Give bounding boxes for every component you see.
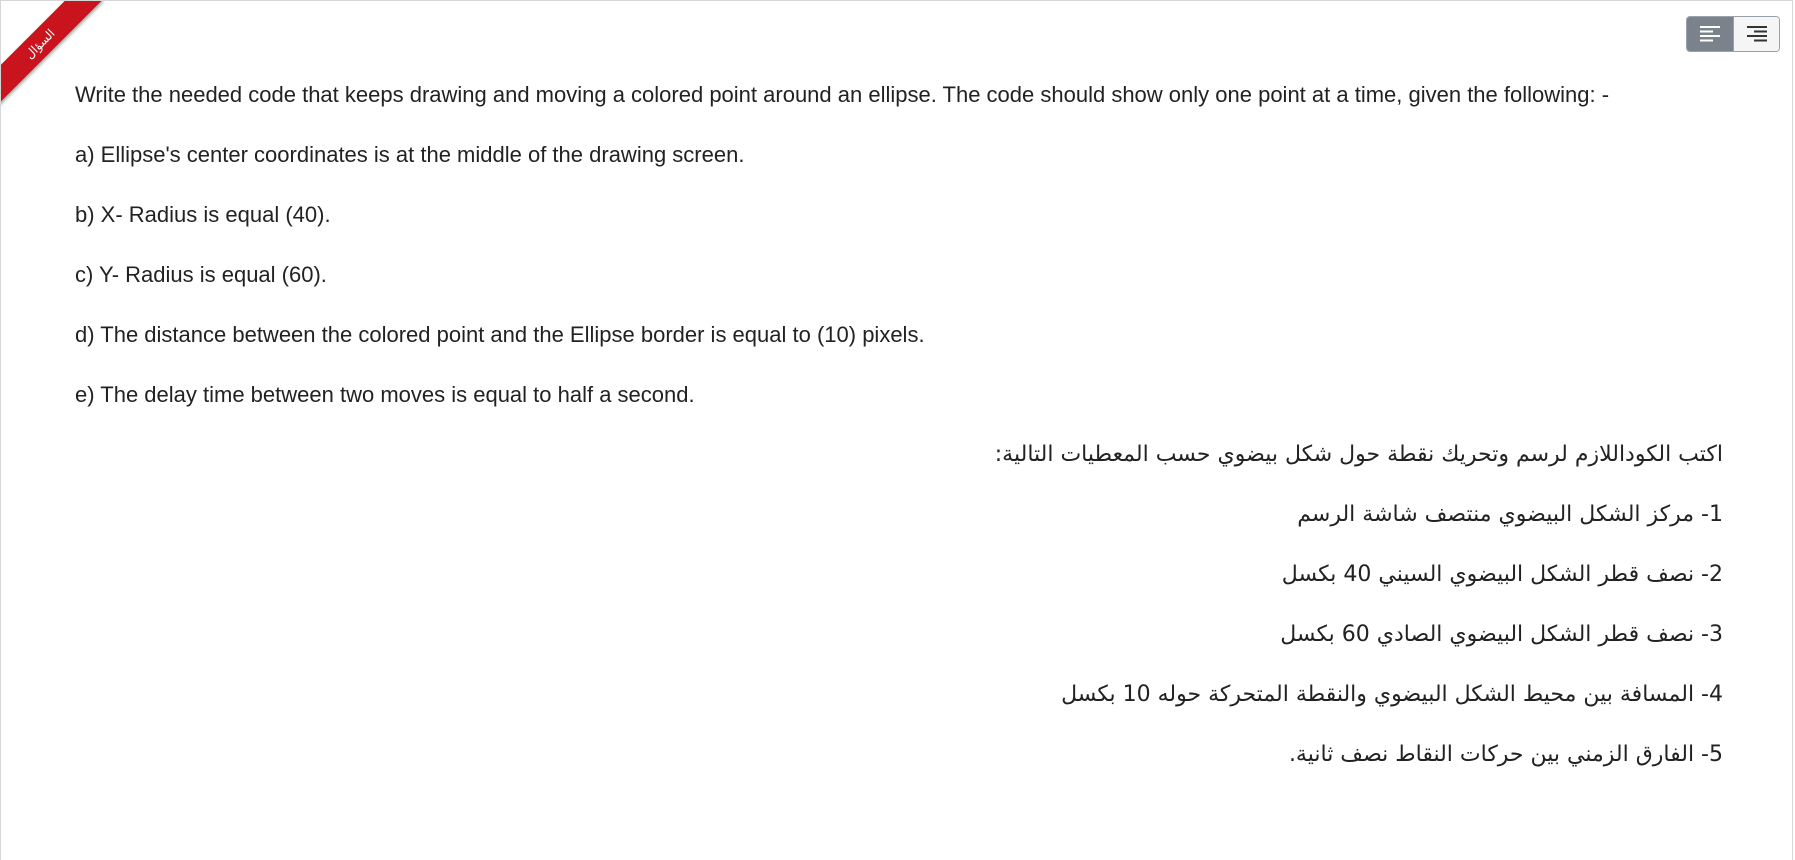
align-left-icon <box>1700 26 1720 42</box>
question-arabic-item-1: 1- مركز الشكل البيضوي منتصف شاشة الرسم <box>1297 502 1723 527</box>
question-english-item-b: b) X- Radius is equal (40). <box>75 202 331 227</box>
question-english-item-a: a) Ellipse's center coordinates is at the middle of the drawing screen. <box>75 142 745 167</box>
align-left-button[interactable] <box>1687 17 1733 51</box>
question-content <box>75 73 1725 793</box>
align-right-icon <box>1747 26 1767 42</box>
question-arabic-item-2: 2- نصف قطر الشكل البيضوي السيني 40 بكسل <box>1281 562 1723 587</box>
ribbon-label: السؤال <box>1 1 102 106</box>
text-alignment-toggle <box>1686 16 1780 52</box>
question-arabic-item-4: 4- المسافة بين محيط الشكل البيضوي والنقطة المتحركة حوله 10 بكسل <box>1061 682 1723 707</box>
question-arabic-block <box>75 433 1723 793</box>
question-english-item-e: e) The delay time between two moves is equal to half a second. <box>75 382 695 407</box>
question-english-intro: Write the needed code that keeps drawing and moving a colored point around an ellipse. The code should show only one point at a time, given the following: - <box>75 82 1610 107</box>
question-arabic-item-3: 3- نصف قطر الشكل البيضوي الصادي 60 بكسل <box>1280 622 1723 647</box>
question-arabic-item-5: 5- الفارق الزمني بين حركات النقاط نصف ثانية. <box>1288 742 1723 767</box>
question-arabic-intro: اكتب الكوداللازم لرسم وتحريك نقطة حول شكل بيضوي حسب المعطيات التالية: <box>994 442 1723 467</box>
align-right-button[interactable] <box>1733 17 1779 51</box>
question-english-item-d: d) The distance between the colored point and the Ellipse border is equal to (10) pixels. <box>75 322 925 347</box>
question-english-item-c: c) Y- Radius is equal (60). <box>75 262 327 287</box>
